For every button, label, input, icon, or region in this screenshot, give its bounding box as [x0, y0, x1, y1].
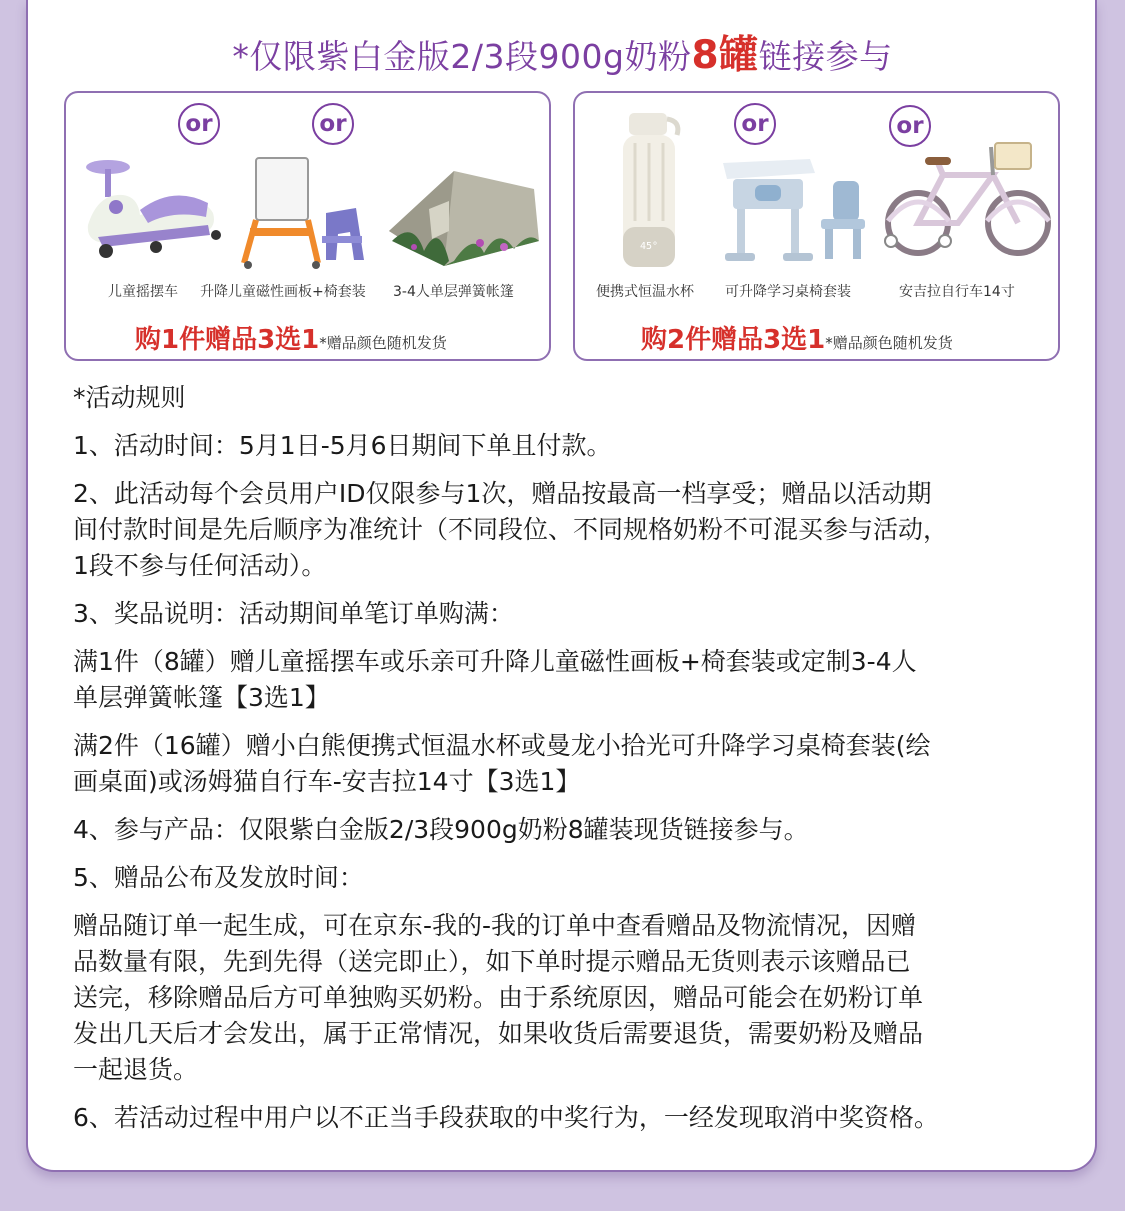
or-badge: or — [178, 103, 220, 145]
bicycle-image — [883, 123, 1053, 273]
product-label: 3-4人单层弹簧帐篷 — [393, 284, 514, 300]
swing-car-image — [78, 155, 228, 265]
rule-2-line: 1段不参与任何活动）。 — [73, 551, 327, 580]
product-label: 便携式恒温水杯 — [596, 284, 694, 300]
promo-text: 购2件赠品3选1 — [641, 325, 826, 355]
rule-4: 4、参与产品：仅限紫白金版2/3段900g奶粉8罐装现货链接参与。 — [73, 815, 809, 844]
rule-3-tier-1-line: 单层弹簧帐篷【3选1】 — [73, 683, 330, 712]
promo-line — [641, 319, 953, 356]
promo-note: *赠品颜色随机发货 — [825, 334, 953, 352]
rule-1: 1、活动时间：5月1日-5月6日期间下单且付款。 — [73, 431, 612, 460]
rule-3-tier-1-line: 满1件（8罐）赠儿童摇摆车或乐亲可升降儿童磁性画板+椅套装或定制3-4人 — [73, 647, 917, 676]
or-badge: or — [734, 103, 776, 145]
tent-image — [384, 161, 544, 273]
rule-6: 6、若活动过程中用户以不正当手段获取的中奖行为，一经发现取消中奖资格。 — [73, 1103, 939, 1132]
rule-2-line: 间付款时间是先后顺序为准统计（不同段位、不同规格奶粉不可混买参与活动， — [73, 515, 949, 544]
promo-note: *赠品颜色随机发货 — [319, 334, 447, 352]
activity-rules — [73, 380, 1063, 1136]
rule-3-tier-2-line: 画桌面)或汤姆猫自行车-安吉拉14寸【3选1】 — [73, 767, 581, 796]
rule-5-detail-line: 送完，移除赠品后方可单独购买奶粉。由于系统原因，赠品可能会在奶粉订单 — [73, 983, 924, 1012]
desk-chair-image — [715, 153, 875, 268]
rule-5-detail-line: 品数量有限，先到先得（送完即止），如下单时提示赠品无货则表示该赠品已 — [73, 947, 911, 976]
rule-5-detail-line: 发出几天后才会发出，属于正常情况，如果收货后需要退货，需要奶粉及赠品 — [73, 1019, 924, 1048]
product-label: 儿童摇摆车 — [108, 284, 178, 300]
or-badge: or — [312, 103, 354, 145]
rule-3: 3、奖品说明：活动期间单笔订单购满： — [73, 599, 514, 628]
gift-group-2 — [573, 91, 1060, 361]
rules-heading: *活动规则 — [73, 383, 186, 412]
rule-5-detail-line: 赠品随订单一起生成，可在京东-我的-我的订单中查看赠品及物流情况，因赠 — [73, 911, 917, 940]
rule-2-line: 2、此活动每个会员用户ID仅限参与1次，赠品按最高一档享受；赠品以活动期 — [73, 479, 932, 508]
easel-stool-image — [236, 148, 386, 273]
promo-line — [135, 319, 447, 356]
or-badge: or — [889, 105, 931, 147]
rule-3-tier-2-line: 满2件（16罐）赠小白熊便携式恒温水杯或曼龙小拾光可升降学习桌椅套装(绘 — [73, 731, 931, 760]
product-label: 可升降学习桌椅套装 — [725, 284, 851, 300]
product-label: 安吉拉自行车14寸 — [899, 284, 1015, 300]
rule-5-detail-line: 一起退货。 — [73, 1055, 199, 1084]
page-title: *仅限紫白金版2/3段900g奶粉8罐链接参与 — [232, 33, 893, 78]
cup-temperature-display: 45° — [639, 241, 659, 252]
promo-text: 购1件赠品3选1 — [135, 325, 320, 355]
thermos-cup-image — [615, 109, 687, 274]
rule-5: 5、赠品公布及发放时间： — [73, 863, 364, 892]
product-label: 升降儿童磁性画板+椅套装 — [200, 284, 366, 300]
gift-group-1 — [64, 91, 551, 361]
